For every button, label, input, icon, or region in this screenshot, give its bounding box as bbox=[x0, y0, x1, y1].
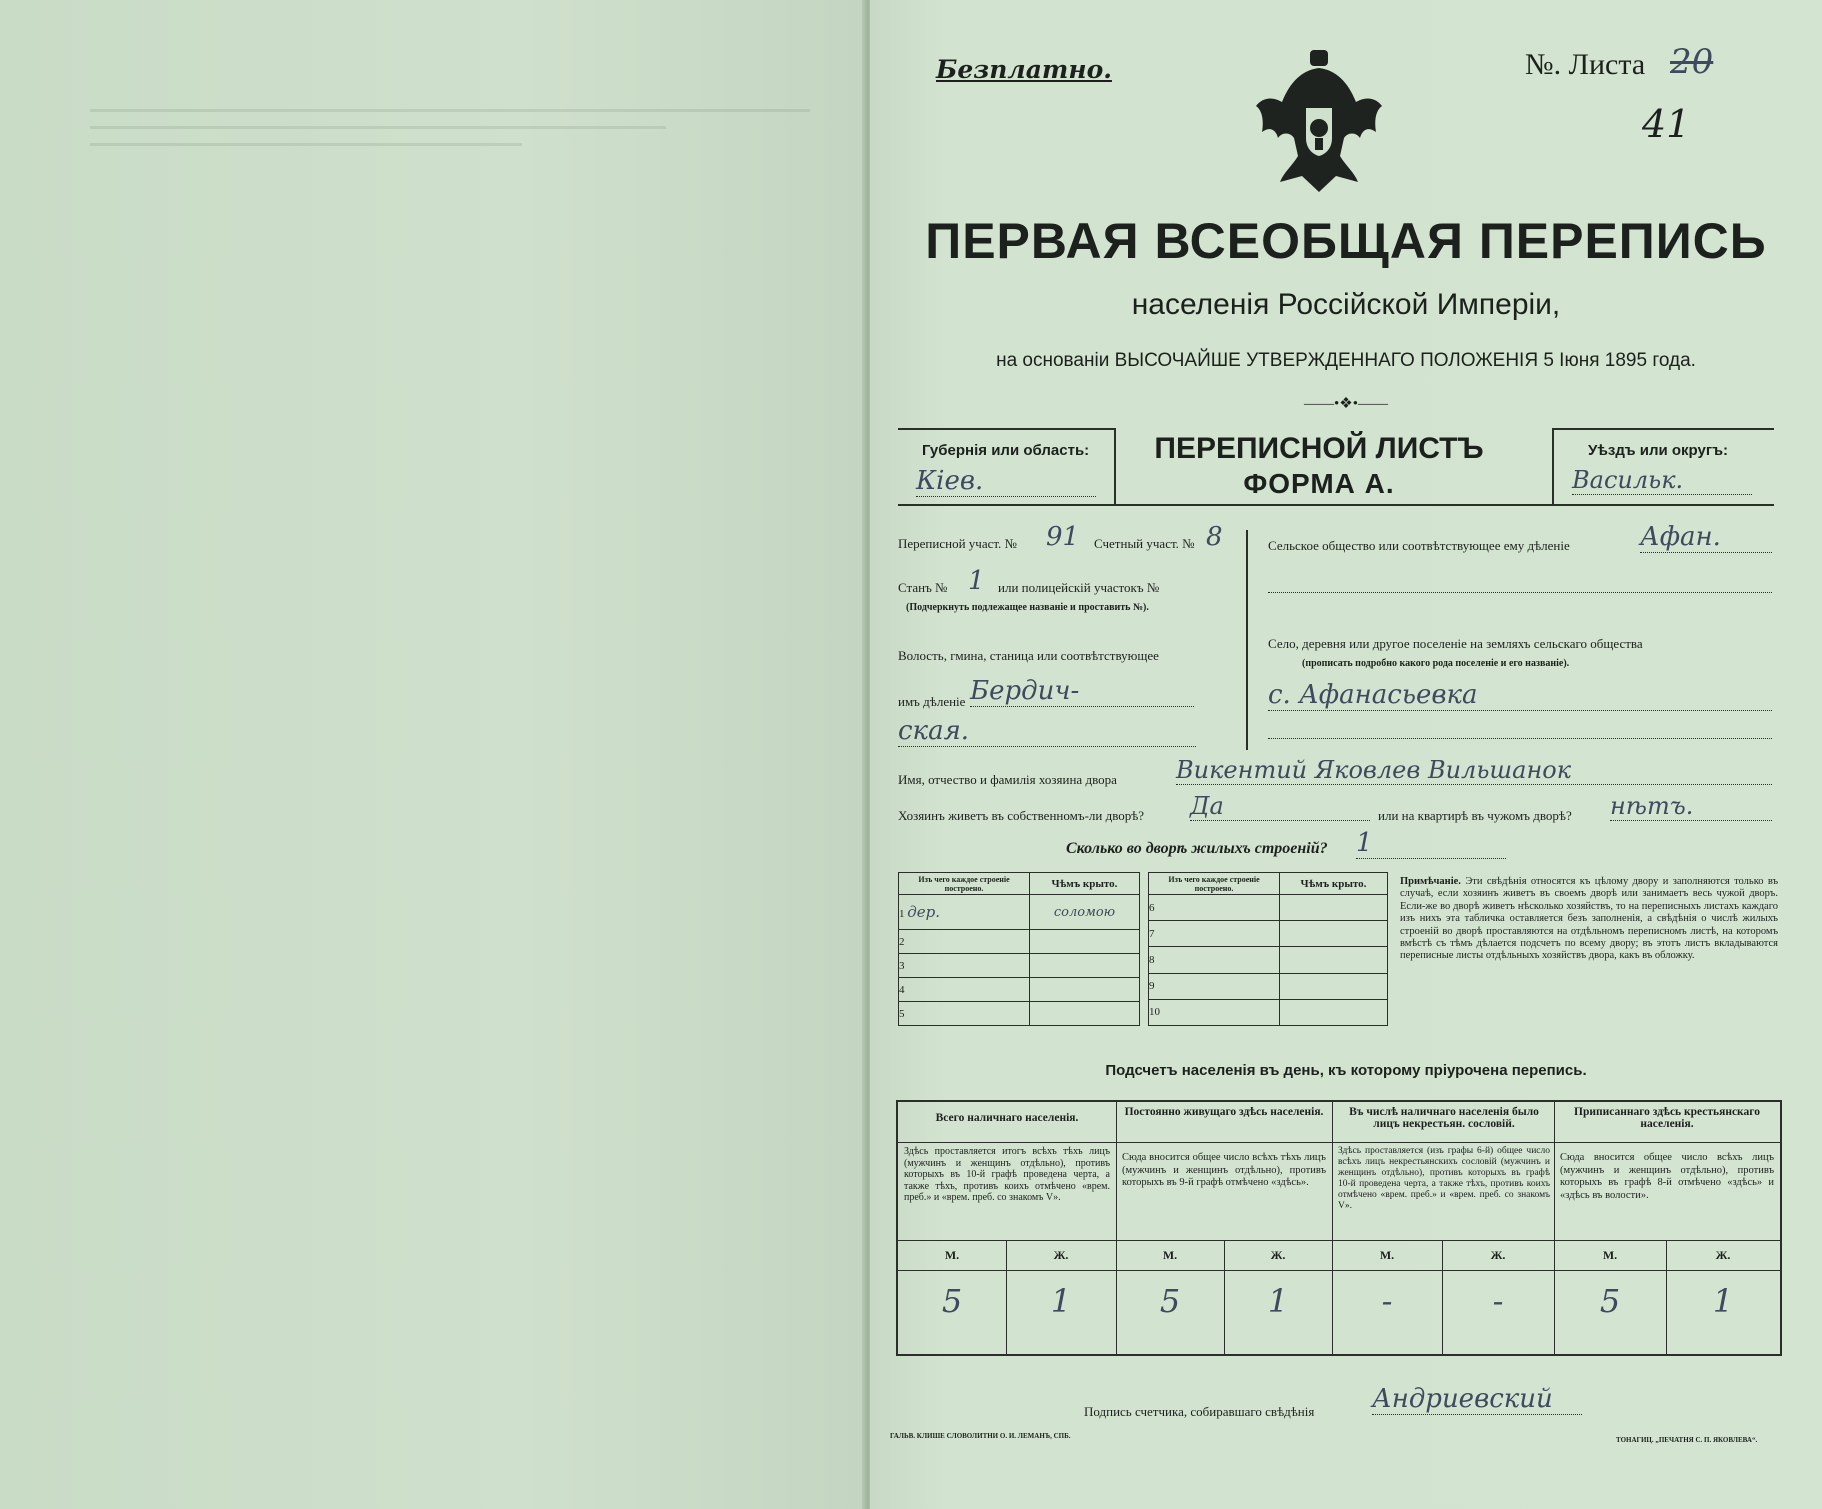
summary-col3-desc: Здѣсь проставляется (изъ графы 6-й) общее число всѣхъ лицъ некрестьянскихъ сословій (мужчинъ и женщинъ отдѣльно), противъ которыхъ въ графѣ 10-й проведена черта, а также тѣхъ, противъ коихъ отмѣчено «врем. преб.» и «врем. преб. со знакомъ V». bbox=[1338, 1146, 1550, 1211]
col-roof-header-2: Чѣмъ крыто. bbox=[1280, 873, 1388, 895]
buildings-value: 1 bbox=[1356, 828, 1506, 859]
building-roof-1: соломою bbox=[1030, 895, 1140, 930]
volost-label: Волость, гмина, станица или соотвѣтствующее bbox=[898, 648, 1159, 663]
summary-col1-desc: Здѣсь проставляется итогъ всѣхъ тѣхъ лицъ (мужчинъ и женщинъ отдѣльно), противъ которыхъ въ 10-й графѣ проведена черта, а также тѣхъ, противъ коихъ отмѣчено «врем. преб.» и «врем. преб. со знакомъ V». bbox=[904, 1146, 1110, 1204]
buildings-table bbox=[898, 872, 1388, 1028]
page-title: ПЕРВАЯ ВСЕОБЩАЯ ПЕРЕПИСЬ bbox=[925, 213, 1767, 269]
sheet-number-corrected: 41 bbox=[1642, 102, 1691, 146]
village-note: (прописать подробно какого рода поселеніе и его названіе). bbox=[1302, 658, 1570, 669]
buildings-label: Сколько во дворѣ жилыхъ строеній? bbox=[1066, 840, 1328, 857]
summary-col2-title: Постоянно живущаго здѣсь населенія. bbox=[1124, 1106, 1324, 1118]
double-headed-eagle-emblem bbox=[1252, 46, 1386, 196]
footer-left: ГАЛЬВ. КЛИШЕ СЛОВОЛИТНИ О. И. ЛЕМАНЪ, СПБ. bbox=[890, 1432, 1071, 1440]
col3-m-value: - bbox=[1381, 1282, 1393, 1320]
summary-col3-title: Въ числѣ наличнаго населенія было лицъ некрестьян. сословій. bbox=[1349, 1106, 1539, 1130]
stan-label: Станъ № bbox=[898, 580, 948, 595]
note-title: Примѣчаніе. bbox=[1400, 876, 1461, 887]
gubernia-box bbox=[898, 428, 1116, 506]
col4-f-value: 1 bbox=[1712, 1282, 1734, 1320]
legal-basis: на основаніи ВЫСОЧАЙШЕ УТВЕРЖДЕННАГО ПОЛОЖЕНІЯ 5 Іюня 1895 года. bbox=[996, 350, 1696, 371]
page-subtitle: населенія Россійской Имперіи, bbox=[1131, 288, 1561, 321]
col-material-header-2: Изъ чего каждое строеніе построено. bbox=[1149, 873, 1280, 895]
police-district-label: или полицейскій участокъ № bbox=[998, 580, 1160, 595]
building-row-6: 6 bbox=[1149, 895, 1280, 921]
owner-value: Викентий Яковлев Вильшанок bbox=[1176, 756, 1772, 785]
col1-m-label: М. bbox=[944, 1248, 960, 1262]
col4-m-value: 5 bbox=[1599, 1282, 1621, 1320]
count-district-label: Счетный участ. № bbox=[1094, 536, 1195, 551]
field-divider bbox=[1246, 530, 1248, 750]
population-summary-table bbox=[896, 1100, 1782, 1356]
summary-heading: Подсчетъ населенія въ день, къ которому пріурочена перепись. bbox=[1105, 1062, 1587, 1079]
building-row-4: 4 bbox=[899, 978, 1030, 1002]
building-row-1: 1 дер. bbox=[899, 895, 1030, 930]
summary-col4-title: Приписаннаго здѣсь крестьянскаго населенія. bbox=[1574, 1106, 1760, 1130]
col1-f-value: 1 bbox=[1050, 1282, 1072, 1320]
own-yard-label: Хозяинъ живетъ въ собственномъ-ли дворѣ? bbox=[898, 808, 1145, 823]
ornamental-divider: ——•❖•—— bbox=[1304, 396, 1388, 412]
left-blank-page bbox=[0, 0, 868, 1509]
col2-m-label: М. bbox=[1162, 1248, 1178, 1262]
note-text: Эти свѣдѣнія относятся къ цѣлому двору и заполняются только въ случаѣ, если хозяинъ живетъ въ своемъ дворѣ или занимаетъ весь чужой дворъ. Если-же во дворѣ живетъ нѣсколько хозяйствъ, то на переписныхъ листахъ каждаго изъ нихъ эта табличка оставляется безъ заполненія, а свѣдѣнія о числѣ жилыхъ строеній во дворѣ проставляются на отдѣльномъ переписномъ листѣ, на которомъ вмѣстѣ съ тѣмъ дѣлается подсчетъ по всему двору; въ этотъ листъ вкладываются переписные листы отдѣльныхъ хозяйствъ двора, какъ въ обложку. bbox=[1400, 876, 1779, 962]
col3-f-label: Ж. bbox=[1490, 1248, 1506, 1262]
gubernia-value: Кiев. bbox=[916, 466, 1096, 497]
own-yard-value: Да bbox=[1190, 792, 1370, 821]
building-row-2: 2 bbox=[899, 930, 1030, 954]
rented-label: или на квартирѣ въ чужомъ дворѣ? bbox=[1378, 808, 1572, 823]
buildings-table-left bbox=[898, 872, 1140, 1026]
col2-m-value: 5 bbox=[1159, 1282, 1181, 1320]
note-block bbox=[1400, 876, 1778, 963]
summary-col2-desc: Сюда вносится общее число всѣхъ тѣхъ лицъ (мужчинъ и женщинъ отдѣльно), противъ которыхъ въ 9-й графѣ отмѣчено «здѣсь». bbox=[1122, 1152, 1326, 1188]
volost-label-2: имъ дѣленіе bbox=[898, 694, 966, 709]
uezd-value: Васильк. bbox=[1572, 466, 1752, 495]
sheet-number-label: №. Листа bbox=[1525, 48, 1646, 81]
sheet-number-value: 20 bbox=[1670, 42, 1714, 82]
form-header-box bbox=[898, 428, 1774, 506]
census-form-page bbox=[870, 0, 1822, 1509]
society-value: Афан. bbox=[1640, 522, 1772, 553]
volost-value: Бердич- bbox=[970, 676, 1194, 707]
gubernia-label: Губернія или область: bbox=[922, 442, 1090, 459]
summary-col4-desc: Сюда вносится общее число всѣхъ лицъ (мужчинъ и женщинъ отдѣльно), противъ которыхъ въ графѣ 8-й отмѣчено «здѣсь» и «здѣсь въ волости». bbox=[1560, 1152, 1774, 1201]
signature-label: Подпись счетчика, собиравшаго свѣдѣнія bbox=[1084, 1404, 1315, 1419]
sheet-title: ПЕРЕПИСНОЙ ЛИСТЪ bbox=[1154, 432, 1484, 465]
uezd-box bbox=[1552, 428, 1774, 506]
volost-value-2: ская. bbox=[898, 716, 1196, 747]
village-label: Село, деревня или другое поселеніе на земляхъ сельскаго общества bbox=[1268, 636, 1643, 651]
underline-note: (Подчеркнуть подлежащее названіе и проставить №). bbox=[906, 602, 1149, 613]
society-label: Сельское общество или соотвѣтствующее ему дѣленіе bbox=[1268, 538, 1570, 553]
col3-m-label: М. bbox=[1379, 1248, 1395, 1262]
building-row-8: 8 bbox=[1149, 947, 1280, 973]
uezd-label: Уѣздъ или округъ: bbox=[1588, 442, 1729, 459]
col-material-header: Изъ чего каждое строеніе построено. bbox=[899, 873, 1030, 895]
col-roof-header: Чѣмъ крыто. bbox=[1030, 873, 1140, 895]
society-blank-line bbox=[1268, 578, 1772, 593]
village-blank-line bbox=[1268, 724, 1772, 739]
col1-f-label: Ж. bbox=[1053, 1248, 1069, 1262]
building-row-5: 5 bbox=[899, 1002, 1030, 1026]
summary-col1-title: Всего наличнаго населенія. bbox=[935, 1112, 1079, 1124]
col4-f-label: Ж. bbox=[1715, 1248, 1731, 1262]
count-district-value: 8 bbox=[1206, 522, 1223, 552]
building-row-7: 7 bbox=[1149, 921, 1280, 947]
village-value: с. Афанасьевка bbox=[1268, 680, 1772, 711]
signature-value: Андриевский bbox=[1372, 1384, 1582, 1415]
free-label: Безплатно. bbox=[936, 55, 1112, 84]
col2-f-value: 1 bbox=[1267, 1282, 1289, 1320]
owner-label: Имя, отчество и фамилія хозяина двора bbox=[898, 772, 1117, 787]
building-row-10: 10 bbox=[1149, 999, 1280, 1025]
sheet-form-label: ФОРМА А. bbox=[1243, 468, 1395, 499]
col2-f-label: Ж. bbox=[1270, 1248, 1286, 1262]
bleed-through-marks bbox=[90, 95, 810, 235]
building-row-3: 3 bbox=[899, 954, 1030, 978]
census-district-value: 91 bbox=[1046, 522, 1080, 552]
building-row-9: 9 bbox=[1149, 973, 1280, 999]
col1-m-value: 5 bbox=[941, 1282, 963, 1320]
rented-value: нѣтъ. bbox=[1610, 792, 1772, 821]
col4-m-label: М. bbox=[1602, 1248, 1618, 1262]
footer-right: ТОНАГИЦ. „ПЕЧАТНЯ С. П. ЯКОВЛЕВА“. bbox=[1616, 1436, 1758, 1444]
col3-f-value: - bbox=[1492, 1282, 1504, 1320]
stan-value: 1 bbox=[968, 566, 985, 596]
buildings-table-right bbox=[1148, 872, 1388, 1026]
census-district-label: Переписной участ. № bbox=[898, 536, 1017, 551]
